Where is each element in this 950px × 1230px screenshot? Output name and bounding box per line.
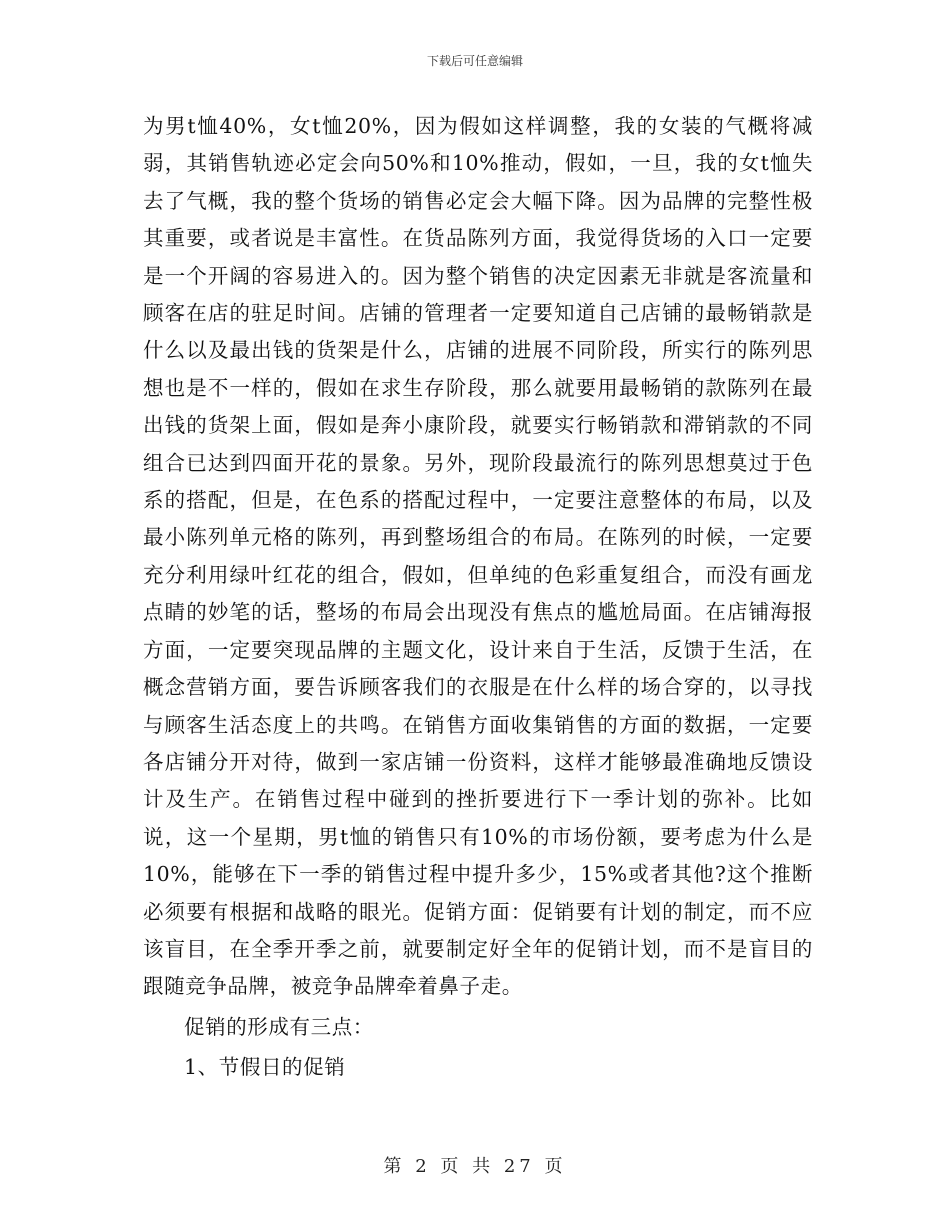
body-paragraph-promotion-forms: 促销的形成有三点： xyxy=(184,1014,374,1039)
page-number-footer: 第 2 页 共 27 页 xyxy=(383,1156,567,1177)
page-header-note: 下载后可任意编辑 xyxy=(426,54,523,68)
body-paragraph-holiday-promotion: 1、节假日的促销 xyxy=(184,1055,346,1080)
body-paragraph-main: 为男t恤40%，女t恤20%，因为假如这样调整，我的女装的气概将减弱，其销售轨迹必定会向50%和10%推动，假如，一旦，我的女t恤失去了气概，我的整个货场的销售必定会大幅下降。因为品牌的完整性极其重要，或者说是丰富性。在货品陈列方面，我觉得货场的入口一定要是一个开阔的容易进入的。因为整个销售的决定因素无非就是客流量和顾客在店的驻足时间。店铺的管理者一定要知道自己店铺的最畅销款是什么以及最出钱的货架是什么，店铺的进展不同阶段，所实行的陈列思想也是不一样的，假如在求生存阶段，那么就要用最畅销的款陈列在最出钱的货架上面，假如是奔小康阶段，就要实行畅销款和滞销款的不同组合已达到四面开花的景象。另外，现阶段最流行的陈列思想莫过于色系的搭配，但是，在色系的搭配过程中，一定要注意整体的布局，以及最小陈列单元格的陈列，再到整场组合的布局。在陈列的时候，一定要充分利用绿叶红花的组合，假如，但单纯的色彩重复组合，而没有画龙点睛的妙笔的话，整场的布局会出现没有焦点的尴尬局面。在店铺海报方面，一定要突现品牌的主题文化，设计来自于生活，反馈于生活，在概念营销方面，要告诉顾客我们的衣服是在什么样的场合穿的，以寻找与顾客生活态度上的共鸣。在销售方面收集销售的方面的数据，一定要各店铺分开对待，做到一家店铺一份资料，这样才能够最准确地反馈设计及生产。在销售过程中碰到的挫折要进行下一季计划的弥补。比如说，这一个星期，男t恤的销售只有10%的市场份额，要考虑为什么是10%，能够在下一季的销售过程中提升多少，15%或者其他?这个推断必须要有根据和战略的眼光。促销方面：促销要有计划的制定，而不应该盲目，在全季开季之前，就要制定好全年的促销计划，而不是盲目的跟随竞争品牌，被竞争品牌牵着鼻子走。 xyxy=(143,114,813,999)
document-body xyxy=(143,108,813,1087)
